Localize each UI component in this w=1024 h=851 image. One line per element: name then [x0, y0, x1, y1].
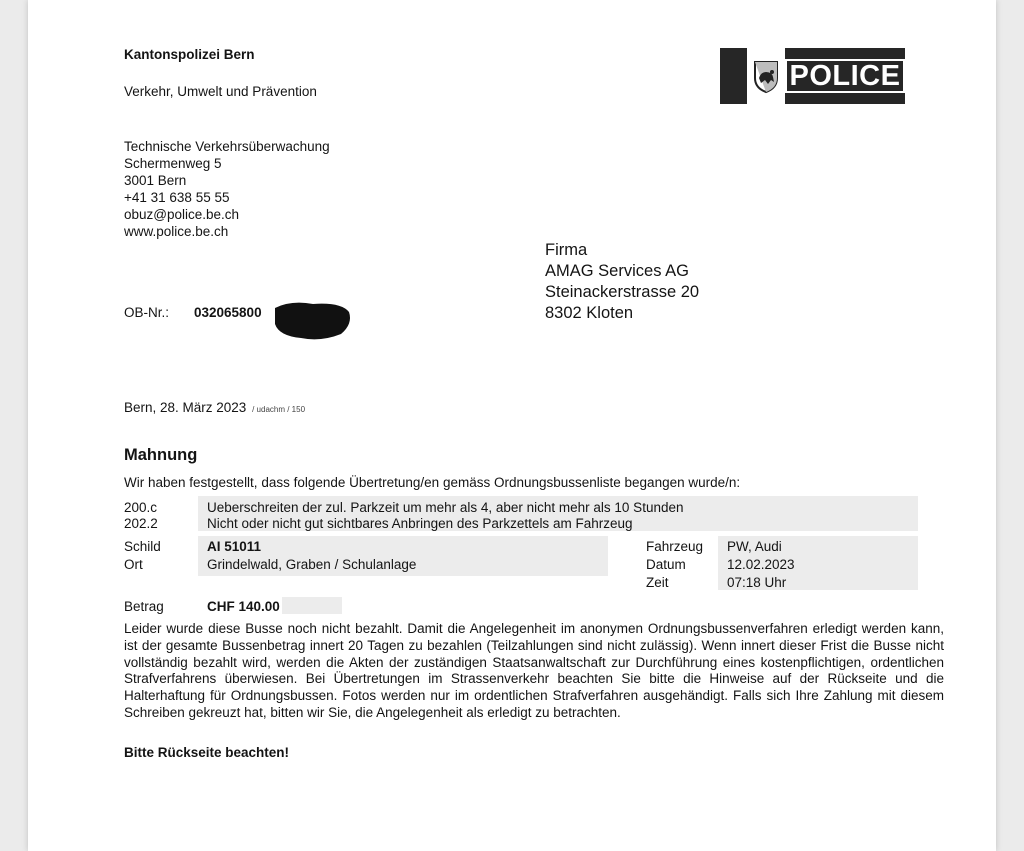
ob-number: 032065800 [194, 305, 262, 320]
recipient-company: AMAG Services AG [545, 262, 689, 280]
redaction-mark [271, 298, 353, 342]
division-name: Verkehr, Umwelt und Prävention [124, 84, 317, 99]
recipient-city: 8302 Kloten [545, 304, 634, 322]
plate-value: AI 51011 [207, 539, 262, 554]
offense-text: Ueberschreiten der zul. Parkzeit um mehr als 4, aber nicht mehr als 10 Stunden [207, 500, 684, 515]
notice-intro: Wir haben festgestellt, dass folgende Übertretung/en gemäss Ordnungsbussenliste begangen wurde/n: [124, 475, 741, 490]
recipient-address [545, 240, 699, 324]
bern-bear-crest-icon [747, 48, 785, 104]
notice-body: Leider wurde diese Busse noch nicht bezahlt. Damit die Angelegenheit im anonymen Ordnungsbussenverfahren erledigt werden kann, ist der gesamte Bussenbetrag innert 20 Tagen zu bezahlen (Teilzahlungen sind nicht zulässig). Wenn innert dieser Frist die Busse nicht vollständig bezahlt wird, werden die Akten der zuständigen Staatsanwaltschaft zur Durchführung eines kostenpflichtigen, ordentlichen Strafverfahrens überwiesen. Bei Übertretungen im Strassenverkehr beachten Sie bitte die Hinweise auf der Rückseite und die Halterhaftung für Ordnungsbussen. Fotos werden nur im ordentlichen Strafverfahren ausgehändigt. Falls sich Ihre Zahlung mit diesem Schreiben gekreuzt hat, bitten wir Sie, die Angelegenheit als erledigt zu betrachten. [124, 621, 944, 720]
notice-footer: Bitte Rückseite beachten! [124, 745, 290, 760]
place-label: Ort [124, 557, 143, 572]
amount-field-bg [282, 597, 342, 614]
sender-address [124, 138, 330, 240]
plate-label: Schild [124, 539, 161, 554]
offense-date-value: 12.02.2023 [727, 557, 795, 572]
offense-code: 200.c [124, 500, 158, 515]
sender-city: 3001 Bern [124, 173, 187, 188]
police-logo [720, 48, 905, 104]
notice-title: Mahnung [124, 446, 198, 464]
offense-time-label: Zeit [646, 575, 669, 590]
sender-street: Schermenweg 5 [124, 156, 222, 171]
logo-police-text: POLICE [785, 48, 905, 104]
letter-page [28, 0, 996, 851]
logo-left-bar [720, 48, 747, 104]
offense-time-value: 07:18 Uhr [727, 575, 787, 590]
amount-label: Betrag [124, 599, 164, 614]
place-value: Grindelwald, Graben / Schulanlage [207, 557, 417, 572]
recipient-street: Steinackerstrasse 20 [545, 283, 700, 301]
sender-unit: Technische Verkehrsüberwachung [124, 139, 330, 154]
offense-code: 202.2 [124, 516, 158, 531]
sender-phone: +41 31 638 55 55 [124, 190, 230, 205]
org-name: Kantonspolizei Bern [124, 47, 255, 62]
letter-date: Bern, 28. März 2023 / udachm / 150 [124, 400, 306, 415]
vehicle-label: Fahrzeug [646, 539, 704, 554]
vehicle-value: PW, Audi [727, 539, 782, 554]
letter-reference: / udachm / 150 [252, 405, 306, 414]
ob-label: OB-Nr.: [124, 305, 170, 320]
offense-date-label: Datum [646, 557, 686, 572]
sender-email: obuz@police.be.ch [124, 207, 240, 222]
offense-text: Nicht oder nicht gut sichtbares Anbringen des Parkzettels am Fahrzeug [207, 516, 633, 531]
amount-value: CHF 140.00 [207, 599, 280, 614]
recipient-line-1: Firma [545, 241, 588, 259]
sender-web: www.police.be.ch [124, 224, 229, 239]
